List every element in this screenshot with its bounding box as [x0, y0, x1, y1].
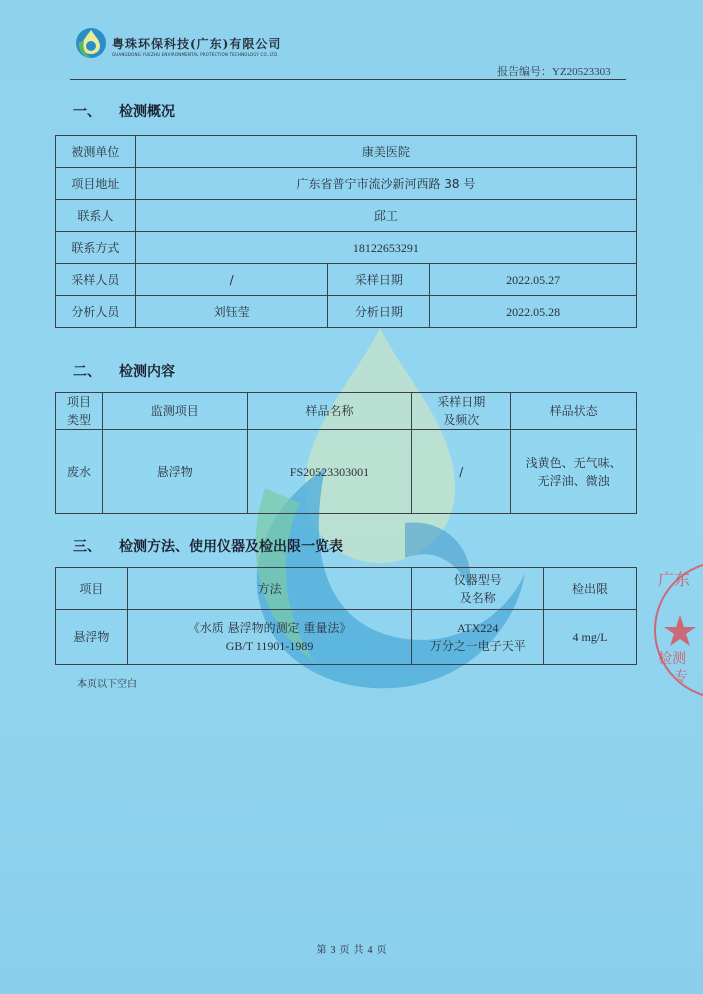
table-row — [56, 232, 637, 264]
frequency-header — [412, 393, 511, 430]
instrument-cell — [412, 610, 544, 665]
state-cell — [511, 430, 637, 514]
company-name-cn: 粤珠环保科技(广东)有限公司 — [112, 37, 282, 51]
unit-value: 康美医院 — [135, 136, 636, 168]
total-pages: 4 — [367, 945, 373, 956]
section2-title: 检测内容 — [119, 364, 175, 380]
state-header: 样品状态 — [511, 393, 637, 430]
stamp-icon — [648, 555, 703, 705]
contact-label: 联系人 — [56, 200, 136, 232]
table-row — [56, 610, 637, 665]
method-header: 方法 — [127, 568, 411, 610]
table-row — [56, 430, 637, 514]
type-header — [56, 393, 103, 430]
overview-table — [55, 135, 637, 328]
current-page: 3 — [330, 945, 336, 956]
analysis-date-label: 分析日期 — [328, 296, 430, 328]
content-table — [55, 392, 637, 514]
method-line1: 《水质 悬浮物的测定 重量法》 — [187, 621, 352, 635]
address-value: 广东省普宁市流沙新河西路 38 号 — [135, 168, 636, 200]
type-header-line1: 项目 — [66, 395, 91, 409]
report-number: 报告编号：YZ20523303 — [497, 66, 611, 78]
section1-heading — [73, 101, 175, 121]
sampler-label: 采样人员 — [56, 264, 136, 296]
section1-title: 检测概况 — [119, 104, 175, 120]
section3-heading — [73, 536, 343, 556]
table-header-row — [56, 568, 637, 610]
footer-text-2: 页 — [339, 945, 350, 956]
svg-text:广东: 广东 — [658, 570, 691, 589]
page-footer — [0, 941, 703, 956]
footer-text-4: 页 — [376, 945, 387, 956]
state-line2: 无浮油、微浊 — [537, 473, 610, 488]
table-row — [56, 136, 637, 168]
instrument-header-line2: 及名称 — [459, 590, 496, 605]
analysis-date-value: 2022.05.28 — [430, 296, 637, 328]
table-header-row — [56, 393, 637, 430]
phone-value: 18122653291 — [135, 232, 636, 264]
type-cell: 废水 — [56, 430, 103, 514]
frequency-cell: / — [412, 430, 511, 514]
section2-heading — [73, 361, 175, 381]
state-line1: 浅黄色、无气味、 — [525, 455, 622, 470]
section2-number: 二、 — [73, 364, 101, 380]
table-row — [56, 200, 637, 232]
sampler-value: / — [135, 264, 328, 296]
table-row — [56, 264, 637, 296]
method-line2: GB/T 11901-1989 — [225, 639, 314, 653]
limit-header: 检出限 — [544, 568, 637, 610]
limit-cell: 4 mg/L — [544, 610, 637, 665]
sample-date-label: 采样日期 — [328, 264, 430, 296]
company-name-en: GUANGDONG YUEZHU ENVIRONMENTAL PROTECTION TECHNOLOGY CO.,LTD. — [112, 52, 279, 57]
footer-text-3: 共 — [353, 945, 364, 956]
method-item-header: 项目 — [56, 568, 128, 610]
method-cell — [127, 610, 411, 665]
sample-name-cell: FS20523303001 — [247, 430, 412, 514]
company-logo-icon — [74, 26, 108, 60]
header-divider — [70, 79, 626, 80]
svg-text:检测: 检测 — [658, 651, 686, 667]
phone-label: 联系方式 — [56, 232, 136, 264]
item-header: 监测项目 — [102, 393, 247, 430]
method-table — [55, 567, 637, 665]
table-row — [56, 296, 637, 328]
section1-number: 一、 — [73, 104, 101, 120]
instrument-line1: ATX224 — [457, 621, 499, 635]
table-row — [56, 168, 637, 200]
type-header-line2: 类型 — [66, 413, 91, 427]
item-cell: 悬浮物 — [102, 430, 247, 514]
instrument-header — [412, 568, 544, 610]
svg-text:专: 专 — [674, 669, 688, 685]
analyst-value: 刘钰莹 — [135, 296, 328, 328]
contact-value: 邱工 — [135, 200, 636, 232]
instrument-line2: 万分之一电子天平 — [429, 639, 526, 653]
method-item-cell: 悬浮物 — [56, 610, 128, 665]
section3-title: 检测方法、使用仪器及检出限一览表 — [119, 539, 343, 555]
unit-label: 被测单位 — [56, 136, 136, 168]
footer-text-1: 第 — [316, 945, 327, 956]
analyst-label: 分析人员 — [56, 296, 136, 328]
frequency-header-line1: 采样日期 — [437, 395, 486, 409]
instrument-header-line1: 仪器型号 — [453, 572, 502, 587]
blank-below-note: 本页以下空白 — [77, 679, 137, 690]
sample-name-header: 样品名称 — [247, 393, 412, 430]
frequency-header-line2: 及频次 — [443, 413, 480, 427]
address-label: 项目地址 — [56, 168, 136, 200]
section3-number: 三、 — [73, 539, 101, 555]
sample-date-value: 2022.05.27 — [430, 264, 637, 296]
